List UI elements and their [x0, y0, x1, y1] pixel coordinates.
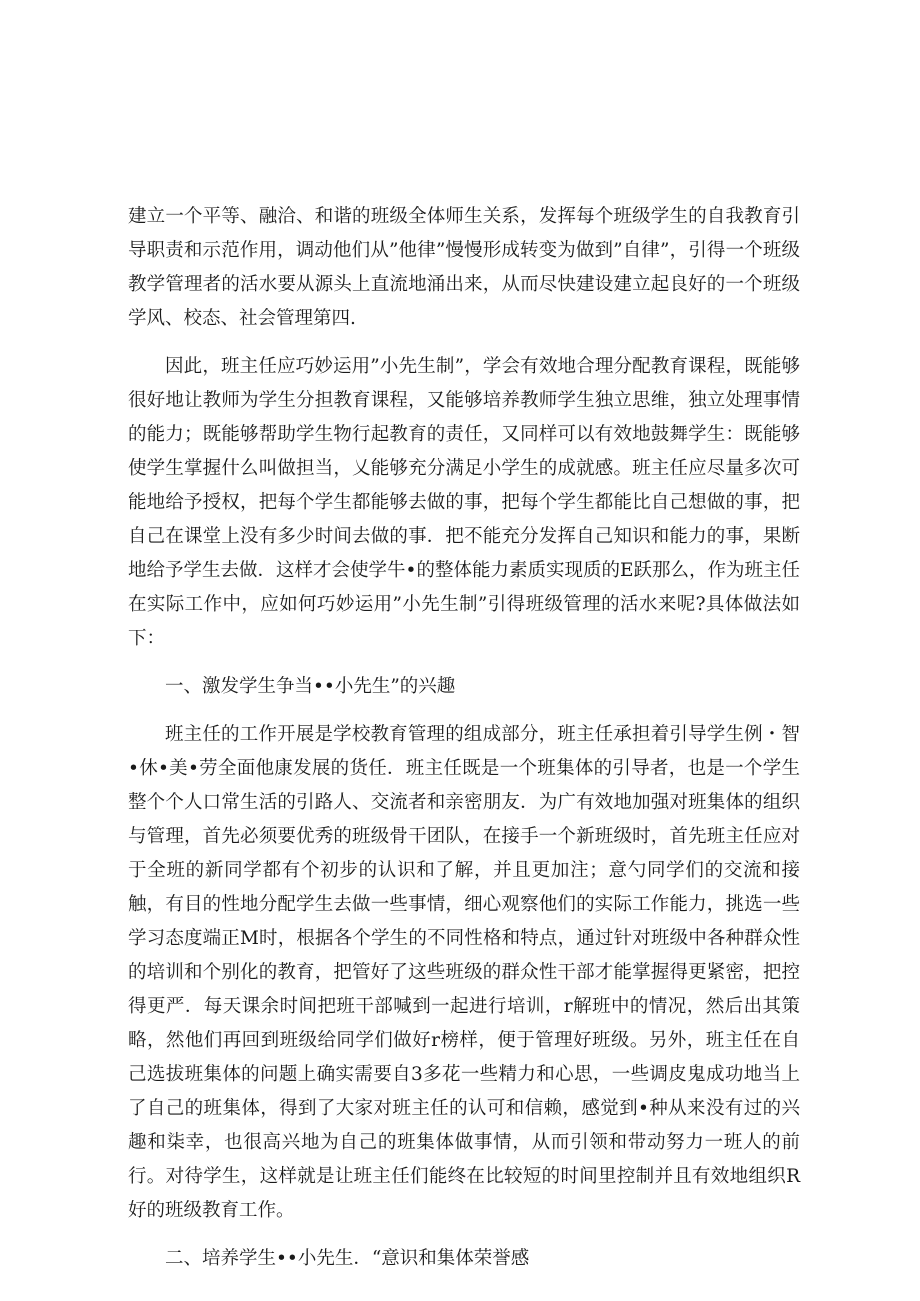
paragraph-little-teacher-system: 因此，班主任应巧妙运用”小先生制”，学会有效地合理分配教育课程，既能够很好地让教师为学生分担教育课程，又能够培养教师学生独立思维，独立处理事情的能力；既能够帮助学生物行起教育的责任，又同样可以有效地鼓舞学生：既能够使学生掌握什么叫做担当，乂能够充分满足小学生的成就感。班主任应尽量多次可能地给予授权，把每个学生都能够去做的事，把每个学生都能比自己想做的事，把自己在课堂上没有多少时间去做的事．把不能充分发挥自己知识和能力的事，果断地给予学生去做．这样才会使学牛•的整体能力素质实现质的E跃那么，作为班主任在实际工作中，应如何巧妙运用”小先生制”引得班级管理的活水来呢?具体做法如下：: [128, 356, 800, 649]
document-body: [128, 200, 800, 1290]
paragraph-intro: 建立一个平等、融洽、和谐的班级全体师生关系，发挥每个班级学生的自我教育引导职责和示范作用，调动他们从”他律”慢慢形成转变为做到”自律”，引得一个班级教学管理者的活水要从源头上直流地涌出来，从而尽快建设建立起良好的一个班级学风、校态、社会管理第四.: [128, 206, 800, 329]
paragraph-class-leaders: 班主任的工作开展是学校教育管理的组成部分，班主任承担着引导学生例・智•休•美•劳全面他康发展的货任．班主任既是一个班集体的引导者，也是一个学生整个个人口常生活的引路人、交流者和亲密朋友．为广有效地加强对班集体的组织与管理，首先必须要优秀的班级骨干团队，在接手一个新班级时，首先班主任应对于全班的新同学都有个初步的认识和了解，并且更加注；意勺同学们的交流和接触，有目的性地分配学生去做一些事情，细心观察他们的实际工作能力，挑选一些学习态度端正M时，根据各个学生的不同性格和特点，通过针对班级中各种群众性的培训和个别化的教育，把管好了这些班级的群众性干部才能掌握得更紧密，把控得更严．每天课余时间把班干部喊到一起进行培训，r解班中的情况，然后出其策略，然他们再回到班级给同学们做好r榜样，便于管理好班级。另外，班主任在自己选拔班集体的问题上确实需要自3多花一些精力和心思，一些调皮鬼成功地当上了自己的班集体，得到了大家对班主任的认可和信赖，感觉到•种从来没有过的兴趣和柒幸，也很高兴地为自己的班集体做事情，从而引领和带动努力一班人的前行。对待学生，这样就是让班主任们能终在比较短的时间里控制并且有效地组织R好的班级教育工作。: [128, 724, 800, 1221]
section-heading-1: 一、激发学生争当••小先生”的兴趣: [165, 676, 456, 697]
section-heading-2: 二、培养学生••小先生．“意识和集体荣誉感: [165, 1248, 530, 1269]
